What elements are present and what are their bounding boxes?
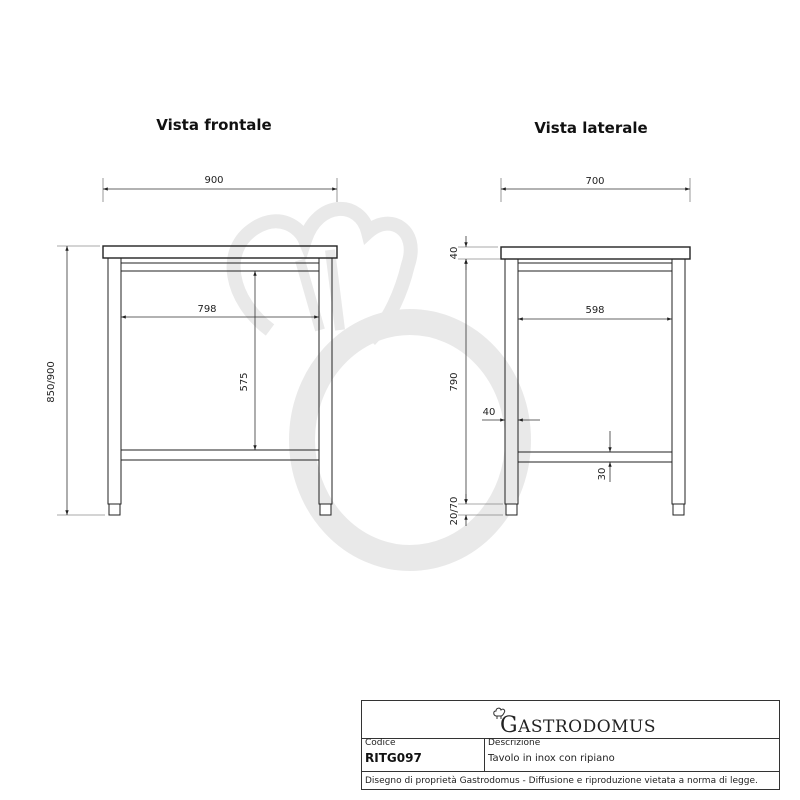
dim-side-height: 790	[449, 372, 460, 392]
front-view-title: Vista frontale	[156, 116, 272, 134]
dim-side-shelf: 30	[597, 467, 608, 481]
dim-front-inner-height: 575	[239, 372, 250, 392]
side-view-title: Vista laterale	[534, 119, 648, 137]
description-cell	[485, 738, 779, 771]
description-value: Tavolo in inox con ripiano	[488, 753, 615, 764]
code-label: Codice	[365, 738, 396, 748]
dim-front-total-height: 850/900	[46, 361, 57, 403]
dim-side-leg: 40	[482, 407, 496, 418]
dim-side-inner-width: 598	[585, 305, 605, 316]
dim-side-width: 700	[585, 176, 605, 187]
code-value: RITG097	[365, 751, 422, 765]
code-cell	[362, 738, 485, 771]
dim-front-inner-width: 798	[197, 304, 217, 315]
dim-front-width: 900	[204, 175, 224, 186]
ownership-notice: Disegno di proprietà Gastrodomus - Diffusione e riproduzione vietata a norma di legge.	[365, 776, 758, 786]
dim-side-foot: 20/70	[449, 496, 460, 526]
brand-logo	[362, 701, 779, 739]
description-label: Descrizione	[488, 738, 541, 748]
title-block	[361, 700, 780, 790]
side-view-table	[501, 247, 690, 515]
brand-name: GASTRODOMUS	[500, 713, 657, 738]
title-block-info-row	[362, 738, 779, 772]
dim-side-top-thickness: 40	[449, 246, 460, 260]
watermark-logo	[234, 209, 518, 558]
